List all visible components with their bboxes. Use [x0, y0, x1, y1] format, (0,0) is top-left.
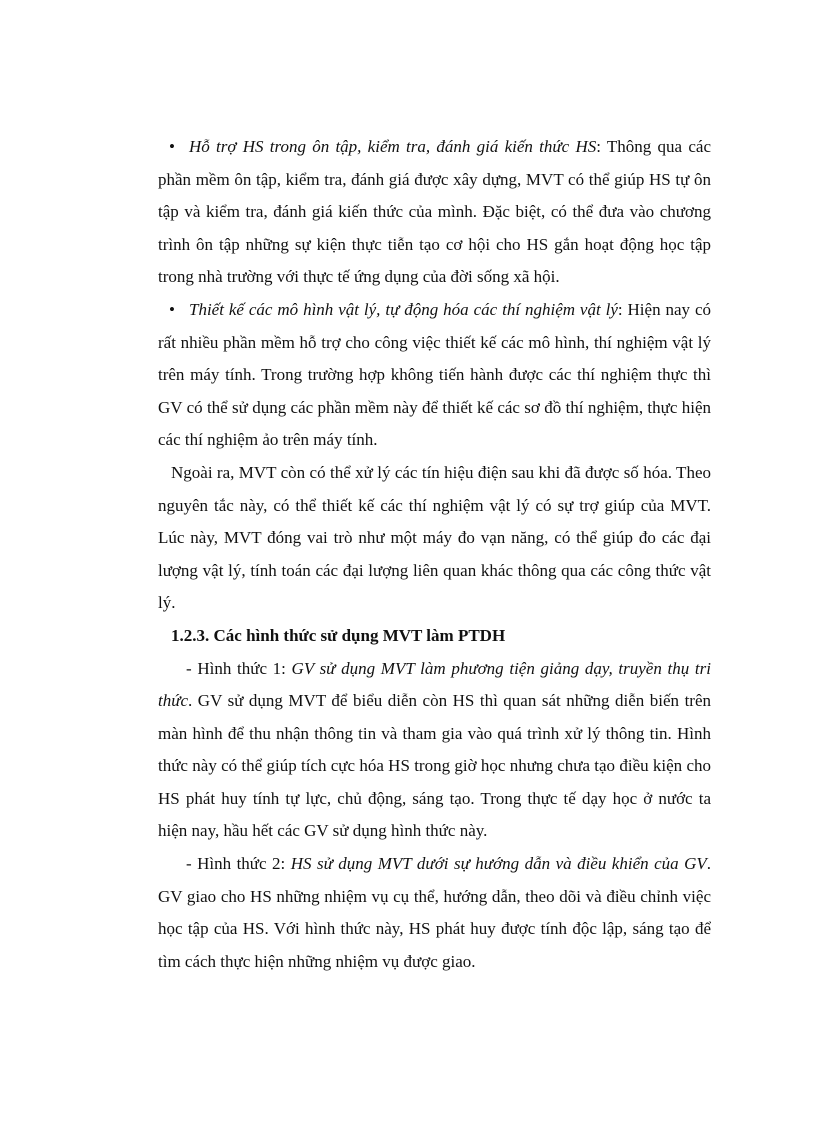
- document-body: [158, 131, 711, 978]
- bullet-body-text: : Thông qua các phần mềm ôn tập, kiểm tra, đánh giá được xây dựng, MVT có thể giúp HS tự ôn tập và kiểm tra, đánh giá kiến thức của mình. Đặc biệt, có thể đưa vào chương trình ôn tập những sự kiện thực tiễn tạo cơ hội cho HS gắn hoạt động học tập trong nhà trường với thực tế ứng dụng của đời sống xã hội.: [158, 137, 711, 287]
- bullet-paragraph-physics-models: [158, 294, 711, 457]
- form-prefix: - Hình thức 2:: [186, 854, 291, 874]
- bullet-body-text: : Hiện nay có rất nhiều phần mềm hỗ trợ cho công việc thiết kế các mô hình, thí nghiệm vật lý trên máy tính. Trong trường hợp không tiến hành được các thí nghiệm thực thì GV có thể sử dụng các phần mềm này để thiết kế các sơ đồ thí nghiệm, thực hiện các thí nghiệm ảo trên máy tính.: [158, 299, 712, 450]
- bullet-dot: •: [169, 137, 175, 156]
- bullet-dot: •: [169, 299, 175, 319]
- bullet-paragraph-review-support: [158, 131, 711, 294]
- bullet-lead-text: Thiết kế các mô hình vật lý, tự động hóa các thí nghiệm vật lý: [189, 299, 618, 319]
- section-heading: 1.2.3. Các hình thức sử dụng MVT làm PTDH: [171, 625, 506, 645]
- form-body-text: . GV sử dụng MVT để biểu diễn còn HS thì quan sát những diễn biến trên màn hình để thu nhận thông tin và tham gia vào quá trình xử lý thông tin. Hình thức này có thể giúp tích cực hóa HS trong giờ học nhưng chưa tạo điều kiện cho HS phát huy tính tự lực, chủ động, sáng tạo. Trong thực tế dạy học ở nước ta hiện nay, hầu hết các GV sử dụng hình thức này.: [158, 691, 711, 841]
- form-prefix: - Hình thức 1:: [186, 658, 292, 678]
- form-lead-text: GV sử dụng MVT làm phương tiện giảng dạy, truyền thụ tri thức: [158, 658, 711, 711]
- form-lead-text: HS sử dụng MVT dưới sự hướng dẫn và điều khiển của GV: [290, 854, 707, 874]
- paragraph-form-2: [158, 848, 711, 978]
- paragraph-signal-processing: Ngoài ra, MVT còn có thể xử lý các tín hiệu điện sau khi đã được số hóa. Theo nguyên tắc này, có thể thiết kế các thí nghiệm vật lý có sự trợ giúp của MVT. Lúc này, MVT đóng vai trò như một máy đo vạn năng, có thể giúp đo các đại lượng vật lý, tính toán các đại lượng liên quan khác thông qua các công thức vật lý.: [158, 462, 711, 613]
- bullet-lead-text: Hỗ trợ HS trong ôn tập, kiểm tra, đánh giá kiến thức HS: [189, 137, 597, 156]
- paragraph-form-1: [158, 653, 711, 849]
- form-body-text: . GV giao cho HS những nhiệm vụ cụ thể, hướng dẫn, theo dõi và điều chỉnh việc học tập của HS. Với hình thức này, HS phát huy được tính độc lập, sáng tạo để tìm cách thực hiện những nhiệm vụ được giao.: [158, 854, 711, 971]
